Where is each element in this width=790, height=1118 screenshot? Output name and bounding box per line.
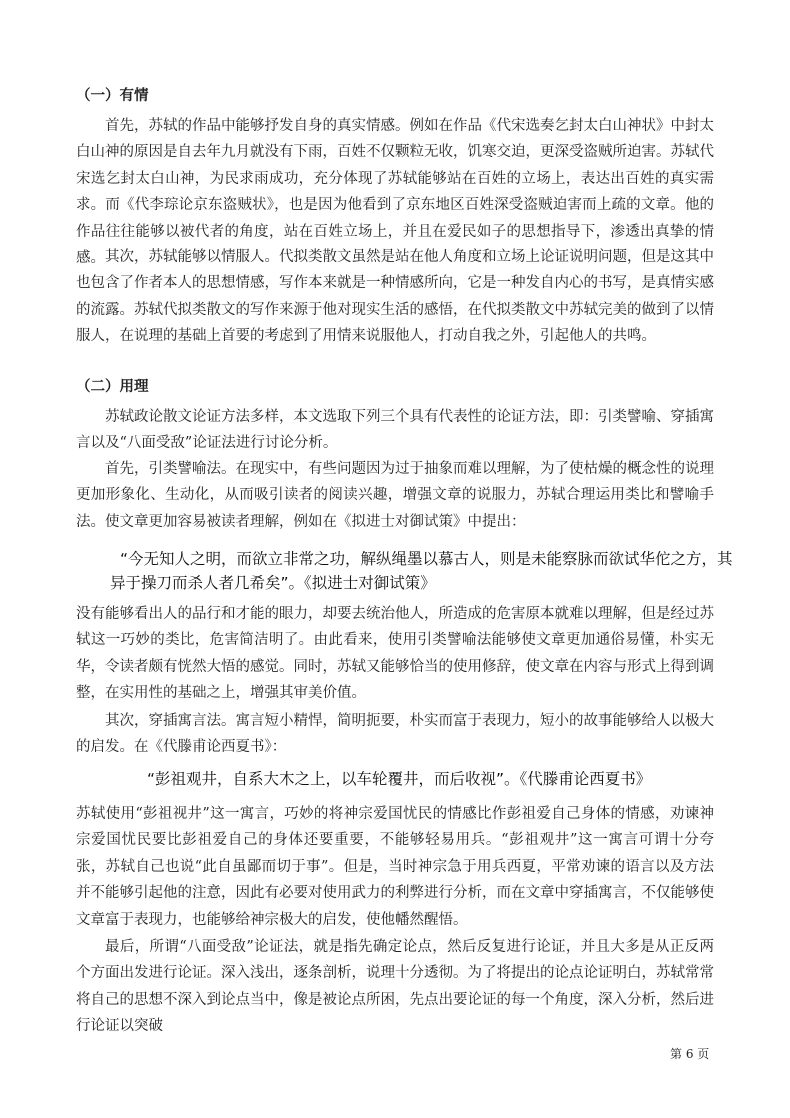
section-heading-emotion: （一）有情 xyxy=(76,87,149,104)
paragraph-eight-sides-method: 最后，所谓“八面受敌”论证法，就是指先确定论点，然后反复进行论证，并且大多是从正反两个方面出发进行论证。深入浅出，逐条剖析，说理十分透彻。为了将提出的论点论证明白，苏轼常常将自己的思想不深入到论点当中，像是被论点所困，先点出要论证的每一个角度，深入分析，然后进行论证以突破 xyxy=(76,939,714,1035)
paragraph-reason-intro: 苏轼政论散文论证方法多样，本文选取下列三个具有代表性的论证方法，即：引类譬喻、穿插寓言以及“八面受敌”论证法进行讨论分析。 xyxy=(76,409,714,452)
quote-exam-policy-line1: “今无知人之明，而欲立非常之功，解纵绳墨以慕古人，则是未能察脉而欲试华佗之方，其 xyxy=(120,550,733,568)
quote-exam-policy-line2: 异于操刀而杀人者几希矣”。《拟进士对御试策》 xyxy=(110,574,436,592)
paragraph-fable-explanation: 苏轼使用“彭祖视井”这一寓言，巧妙的将神宗爱国忧民的情感比作彭祖爱自己身体的情感，劝谏神宗爱国忧民要比彭祖爱自己的身体还要重要，不能够轻易用兵。“彭祖观井”这一寓言可谓十分夸张，苏轼自己也说“此自虽鄙而切于事”。但是，当时神宗急于用兵西夏，平常劝谏的语言以及方法并不能够引起他的注意，因此有必要对使用武力的利弊进行分析，而在文章中穿插寓言，不仅能够使文章富于表现力，也能够给神宗极大的启发，使他幡然醒悟。 xyxy=(76,806,714,928)
paragraph-analogy-method: 首先，引类譬喻法。在现实中，有些问题因为过于抽象而难以理解，为了使枯燥的概念性的说理更加形象化、生动化，从而吸引读者的阅读兴趣，增强文章的说服力，苏轼合理运用类比和譬喻手法。使文章更加容易被读者理解，例如在《拟进士对御试策》中提出： xyxy=(76,461,714,530)
paragraph-analogy-explanation: 没有能够看出人的品行和才能的眼力，却要去统治他人，所造成的危害原本就难以理解，但是经过苏轼这一巧妙的类比，危害简洁明了。由此看来，使用引类譬喻法能够使文章更加通俗易懂，朴实无华，令读者颇有恍然大悟的感觉。同时，苏轼又能够恰当的使用修辞，使文章在内容与形式上得到调整，在实用性的基础之上，增强其审美价值。 xyxy=(76,606,714,702)
paragraph-emotion-first: 首先，苏轼的作品中能够抒发自身的真实情感。例如在作品《代宋选奏乞封太白山神状》中封太白山神的原因是自去年九月就没有下雨，百姓不仅颗粒无收，饥寒交迫，更深受盗贼所迫害。苏轼代宋选乞封太白山神，为民求雨成功，充分体现了苏轼能够站在百姓的立场上，表达出百姓的真实需求。而《代李琮论京东盗贼状》，也是因为他看到了京东地区百姓深受盗贼迫害而上疏的文章。他的作品往往能够以被代者的角度，站在百姓立场上，并且在爱民如子的思想指导下，渗透出真挚的情感。 xyxy=(76,118,714,267)
section-heading-reason: （二）用理 xyxy=(76,378,149,395)
paragraph-fable-method: 其次，穿插寓言法。寓言短小精悍，简明扼要，朴实而富于表现力，短小的故事能够给人以极大的启发。在《代滕甫论西夏书》： xyxy=(76,713,714,756)
paragraph-emotion-second: 其次，苏轼能够以情服人。代拟类散文虽然是站在他人角度和立场上论证说明问题，但是这其中也包含了作者本人的思想情感，写作本来就是一种情感所向，它是一种发自内心的书写，是真情实感的流露。苏轼代拟类散文的写作来源于他对现实生活的感悟，在代拟类散文中苏轼完美的做到了以情服人，在说理的基础上首要的考虑到了用情来说服他人，打动自我之外，引起他人的共鸣。 xyxy=(76,249,714,345)
page-number: 第 6 页 xyxy=(670,1047,710,1061)
quote-peng-zu: “彭祖观井，自系大木之上，以车轮覆井，而后收视”。《代滕甫论西夏书》 xyxy=(147,770,652,788)
